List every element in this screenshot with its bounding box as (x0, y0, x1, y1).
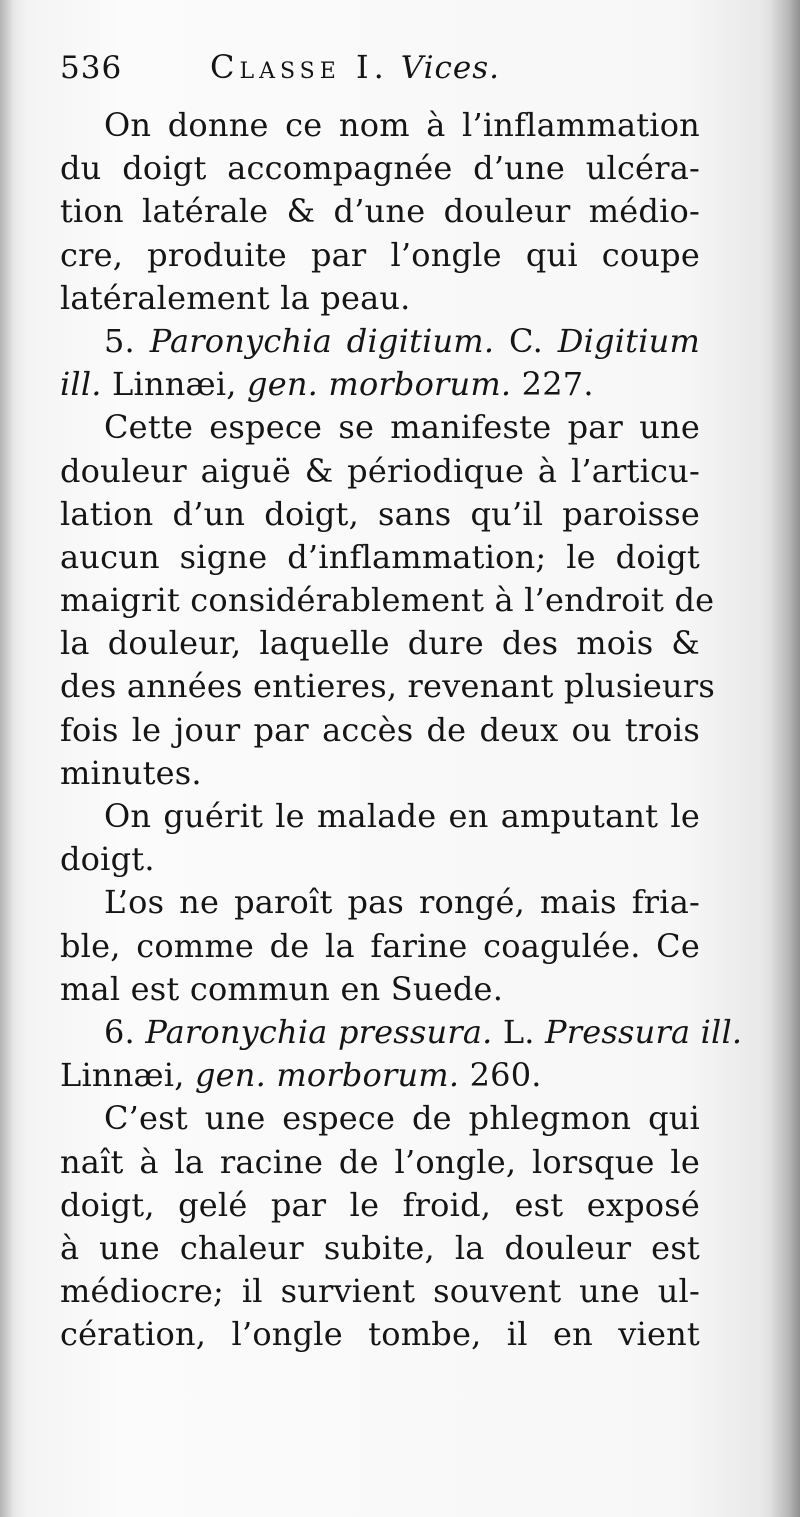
text-line: douleur aiguë & périodique à l’articu- (60, 451, 700, 490)
text-line: latéralement la peau. (60, 278, 411, 317)
text-line: doigt. (60, 840, 155, 879)
text-line: L’os ne paroît pas rongé, mais fria- (104, 883, 700, 922)
reference-ill: ill. (60, 365, 102, 404)
text-line: la douleur, laquelle dure des mois & (60, 624, 700, 663)
reference-work: gen. morborum. (194, 1056, 460, 1095)
running-head (60, 48, 700, 104)
species-name: Paronychia digitium. (149, 321, 495, 360)
species-abbrev: C. (494, 321, 558, 360)
species-abbrev: L. (492, 1012, 546, 1051)
text-line: aucun signe d’inflammation; le doigt (60, 537, 700, 576)
text-line: Cette espece se manifeste par une (104, 408, 700, 447)
species-synonym: Pressura ill. (545, 1012, 743, 1051)
page-left-edge-shadow (0, 0, 14, 1517)
text-line: mal est commun en Suede. (60, 969, 504, 1008)
text-line: On guérit le malade en amputant le (104, 797, 700, 835)
text-line: maigrit considérablement à l’endroit de (60, 581, 715, 620)
text-line: cre, produite par l’ongle qui coupe (60, 235, 700, 274)
running-head-class: Classe I. (210, 48, 389, 86)
species-reference-line (60, 363, 700, 406)
species-number: 5. (104, 321, 150, 360)
species-name: Paronychia pressura. (145, 1012, 493, 1051)
text-line: C’est une espece de phlegmon qui (104, 1099, 700, 1138)
running-head-section: Vices. (400, 50, 501, 86)
text-line: ble, comme de la farine coagulée. Ce (60, 926, 700, 965)
text-block (60, 48, 743, 1356)
text-line: fois le jour par accès de deux ou trois (60, 710, 700, 749)
text-line: naît à la racine de l’ongle, lorsque le (60, 1142, 700, 1181)
page-number: 536 (60, 50, 123, 86)
species-number: 6. (104, 1012, 146, 1051)
species-heading-line (60, 320, 700, 363)
text-line: On donne ce nom à l’inflammation (104, 106, 700, 144)
reference-number: 227. (511, 365, 594, 404)
text-line: du doigt accompagnée d’une ulcéra- (60, 149, 700, 188)
text-line: médiocre; il survient souvent une ul- (60, 1272, 700, 1311)
reference-author: Linnæi, (60, 1056, 195, 1095)
species-synonym: Digitium (557, 321, 700, 360)
text-line: à une chaleur subite, la douleur est (60, 1228, 700, 1267)
reference-work: gen. morborum. (247, 365, 512, 404)
page-spine-shadow (770, 0, 800, 1517)
species-reference-line (60, 1054, 700, 1097)
text-line: tion latérale & d’une douleur médio- (60, 192, 700, 231)
text-line: cération, l’ongle tombe, il en vient (60, 1315, 700, 1354)
text-line: minutes. (60, 753, 202, 792)
reference-number: 260. (459, 1056, 542, 1095)
text-line: des années entieres, revenant plusieurs (60, 667, 715, 706)
text-line: doigt, gelé par le froid, est exposé (60, 1185, 700, 1224)
text-line: lation d’un doigt, sans qu’il paroisse (60, 494, 700, 533)
reference-author: Linnæi, (101, 365, 248, 404)
species-heading-line (60, 1011, 743, 1054)
